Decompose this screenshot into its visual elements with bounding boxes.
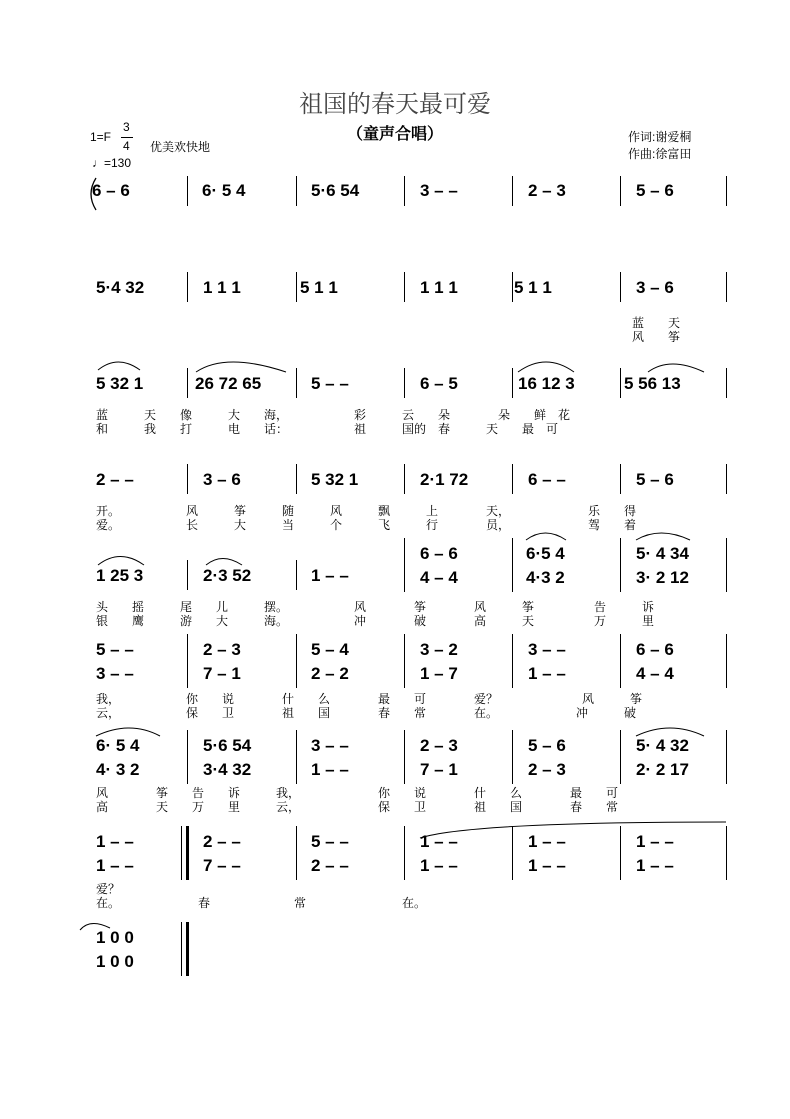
barline: [296, 634, 297, 688]
barline: [726, 368, 727, 398]
line7-measure6: 5· 4 32 2· 2 17: [636, 736, 689, 779]
barline: [620, 368, 621, 398]
barline: [726, 730, 727, 784]
line8-lyrics-verse2: 在。 春 常 在。: [96, 896, 427, 910]
line4-lyrics-verse2: 爱。 长 大 当 个 飞 行 员， 驾 着: [96, 518, 637, 532]
line7-lyrics-verse2: 高 天 万 里 云， 保 卫 祖 国 春 常: [96, 800, 619, 814]
line4-measure5: 6 – –: [528, 470, 566, 489]
line8-measure1: 1 – – 1 – –: [96, 832, 134, 875]
slur: [648, 364, 704, 372]
barline: [512, 464, 513, 494]
line8-measure3: 5 – – 2 – –: [311, 832, 349, 875]
line7-measure3: 3 – – 1 – –: [311, 736, 349, 779]
tempo-mark: ♩=130: [92, 156, 132, 170]
line6-measure3: 5 – 4 2 – 2: [311, 640, 349, 683]
line5-lyrics-verse2: 银 鹰 游 大 海。 冲 破 高 天 万 里: [96, 614, 655, 628]
line6-measure2: 2 – 3 7 – 1: [203, 640, 241, 683]
line1-measure5: 2 – 3: [528, 181, 566, 200]
line1-measure1: 6 – 6: [92, 181, 130, 200]
line7-measure4: 2 – 3 7 – 1: [420, 736, 458, 779]
line8-measure2: 2 – – 7 – –: [203, 832, 241, 875]
barline: [620, 538, 621, 592]
line5-measure5: 6·5 4 4·3 2: [526, 544, 565, 587]
line1-measure3: 5·6 54: [311, 181, 360, 200]
barline: [512, 826, 513, 880]
line8-measure4: 1 – – 1 – –: [420, 832, 458, 875]
line5-measure4: 6 – 6 4 – 4: [420, 544, 458, 587]
line1-measure4: 3 – –: [420, 181, 458, 200]
barline: [726, 464, 727, 494]
barline: [296, 826, 297, 880]
line4-measure2: 3 – 6: [203, 470, 241, 489]
slur: [636, 533, 690, 540]
barline: [296, 272, 297, 302]
slur: [518, 362, 574, 372]
barline: [512, 368, 513, 398]
slur: [526, 533, 566, 540]
barline: [726, 272, 727, 302]
barline: [620, 272, 621, 302]
barline: [726, 538, 727, 592]
line4-measure1: 2 – –: [96, 470, 134, 489]
line3-measure6: 5 56 13: [624, 374, 681, 393]
line3-measure1: 5 32 1: [96, 374, 144, 393]
line3-measure3: 5 – –: [311, 374, 349, 393]
line5-measure6: 5· 4 34 3· 2 12: [636, 544, 689, 587]
line2-measure6: 3 – 6: [636, 278, 674, 297]
subtitle: （童声合唱）: [346, 126, 443, 143]
time-numerator: 3: [123, 120, 130, 134]
repeat-barline: [181, 826, 182, 880]
line4-lyrics-verse1: 开。 风 筝 随 风 飘 上 天， 乐 得: [96, 504, 637, 518]
expression-mark: 优美欢快地: [150, 140, 211, 154]
barline: [404, 176, 405, 206]
barline: [404, 464, 405, 494]
page-title: 祖国的春天最可爱: [299, 90, 491, 118]
line8-lyrics-verse1: 爱？: [96, 882, 121, 896]
slur: [206, 559, 242, 566]
barline: [404, 368, 405, 398]
barline: [404, 538, 405, 592]
line2-measure1: 5·4 32: [96, 278, 145, 297]
barline: [187, 368, 188, 398]
line5-lyrics-verse1: 头 摇 尾 儿 摆。 风 筝 风 筝 告 诉: [96, 600, 655, 614]
lyricist-credit: 作词:谢爱桐: [628, 130, 692, 144]
barline: [187, 730, 188, 784]
final-barline: [181, 922, 182, 976]
barline: [726, 176, 727, 206]
line4-measure6: 5 – 6: [636, 470, 674, 489]
barline: [512, 634, 513, 688]
barline: [620, 730, 621, 784]
line4-measure4: 2·1 72: [420, 470, 469, 489]
barline: [404, 826, 405, 880]
barline: [620, 826, 621, 880]
barline: [187, 176, 188, 206]
line5-measure1: 1 25 3: [96, 566, 144, 585]
line7-lyrics-verse1: 风 筝 告 诉 我， 你 说 什 么 最 可: [96, 786, 619, 800]
line2-measure5: 5 1 1: [514, 278, 552, 297]
line6-lyrics-verse2: 云， 保 卫 祖 国 春 常 在。 冲 破: [96, 706, 637, 720]
barline: [404, 634, 405, 688]
slur: [98, 362, 140, 370]
barline: [620, 634, 621, 688]
barline: [620, 176, 621, 206]
barline: [296, 464, 297, 494]
line3-lyrics-verse1: 蓝 天 像 大 海， 彩 云 朵 朵 鲜 花: [96, 408, 571, 422]
final-barline-thick: [186, 922, 189, 976]
line5-measure2: 2·3 52: [203, 566, 252, 585]
line3-measure4: 6 – 5: [420, 374, 458, 393]
barline: [620, 464, 621, 494]
line9-measure1: 1 0 0 1 0 0: [96, 928, 134, 971]
composer-credit: 作曲:徐富田: [628, 147, 692, 161]
key-signature: 1=F: [90, 130, 112, 144]
line8-measure5: 1 – – 1 – –: [528, 832, 566, 875]
barline: [512, 272, 513, 302]
barline: [187, 634, 188, 688]
line3-measure2: 26 72 65: [195, 374, 262, 393]
barline: [726, 826, 727, 880]
line2-measure3: 5 1 1: [300, 278, 338, 297]
line5-measure3: 1 – –: [311, 566, 349, 585]
barline: [404, 730, 405, 784]
line6-measure1: 5 – – 3 – –: [96, 640, 134, 683]
barline: [296, 176, 297, 206]
barline: [187, 464, 188, 494]
barline: [187, 560, 188, 590]
barline: [512, 538, 513, 592]
line3-lyrics-verse2: 和 我 打 电 话： 祖 国的 春 天 最 可: [96, 422, 559, 436]
slur: [196, 362, 286, 372]
line2-measure4: 1 1 1: [420, 278, 458, 297]
repeat-barline-thick: [186, 826, 189, 880]
line6-measure5: 3 – – 1 – –: [528, 640, 566, 683]
line7-measure1: 6· 5 4 4· 3 2: [96, 736, 140, 779]
line1-measure6: 5 – 6: [636, 181, 674, 200]
line6-measure6: 6 – 6 4 – 4: [636, 640, 674, 683]
line6-measure4: 3 – 2 1 – 7: [420, 640, 458, 683]
line8-measure6: 1 – – 1 – –: [636, 832, 674, 875]
barline: [296, 368, 297, 398]
line1-measure2: 6· 5 4: [202, 181, 246, 200]
barline: [512, 730, 513, 784]
line3-measure5: 16 12 3: [518, 374, 575, 393]
barline: [187, 272, 188, 302]
time-denominator: 4: [123, 139, 130, 153]
barline: [512, 176, 513, 206]
line2-lyrics-verse1: 蓝 天: [632, 316, 681, 330]
line2-lyrics-verse2: 风 筝: [632, 330, 681, 344]
line7-measure5: 5 – 6 2 – 3: [528, 736, 566, 779]
barline: [296, 560, 297, 590]
time-divider: [121, 137, 133, 138]
line6-lyrics-verse1: 我， 你 说 什 么 最 可 爱？ 风 筝: [96, 692, 643, 706]
line7-measure2: 5·6 54 3·4 32: [203, 736, 252, 779]
slur: [98, 557, 144, 566]
barline: [404, 272, 405, 302]
barline: [726, 634, 727, 688]
barline: [296, 730, 297, 784]
line4-measure3: 5 32 1: [311, 470, 359, 489]
line2-measure2: 1 1 1: [203, 278, 241, 297]
